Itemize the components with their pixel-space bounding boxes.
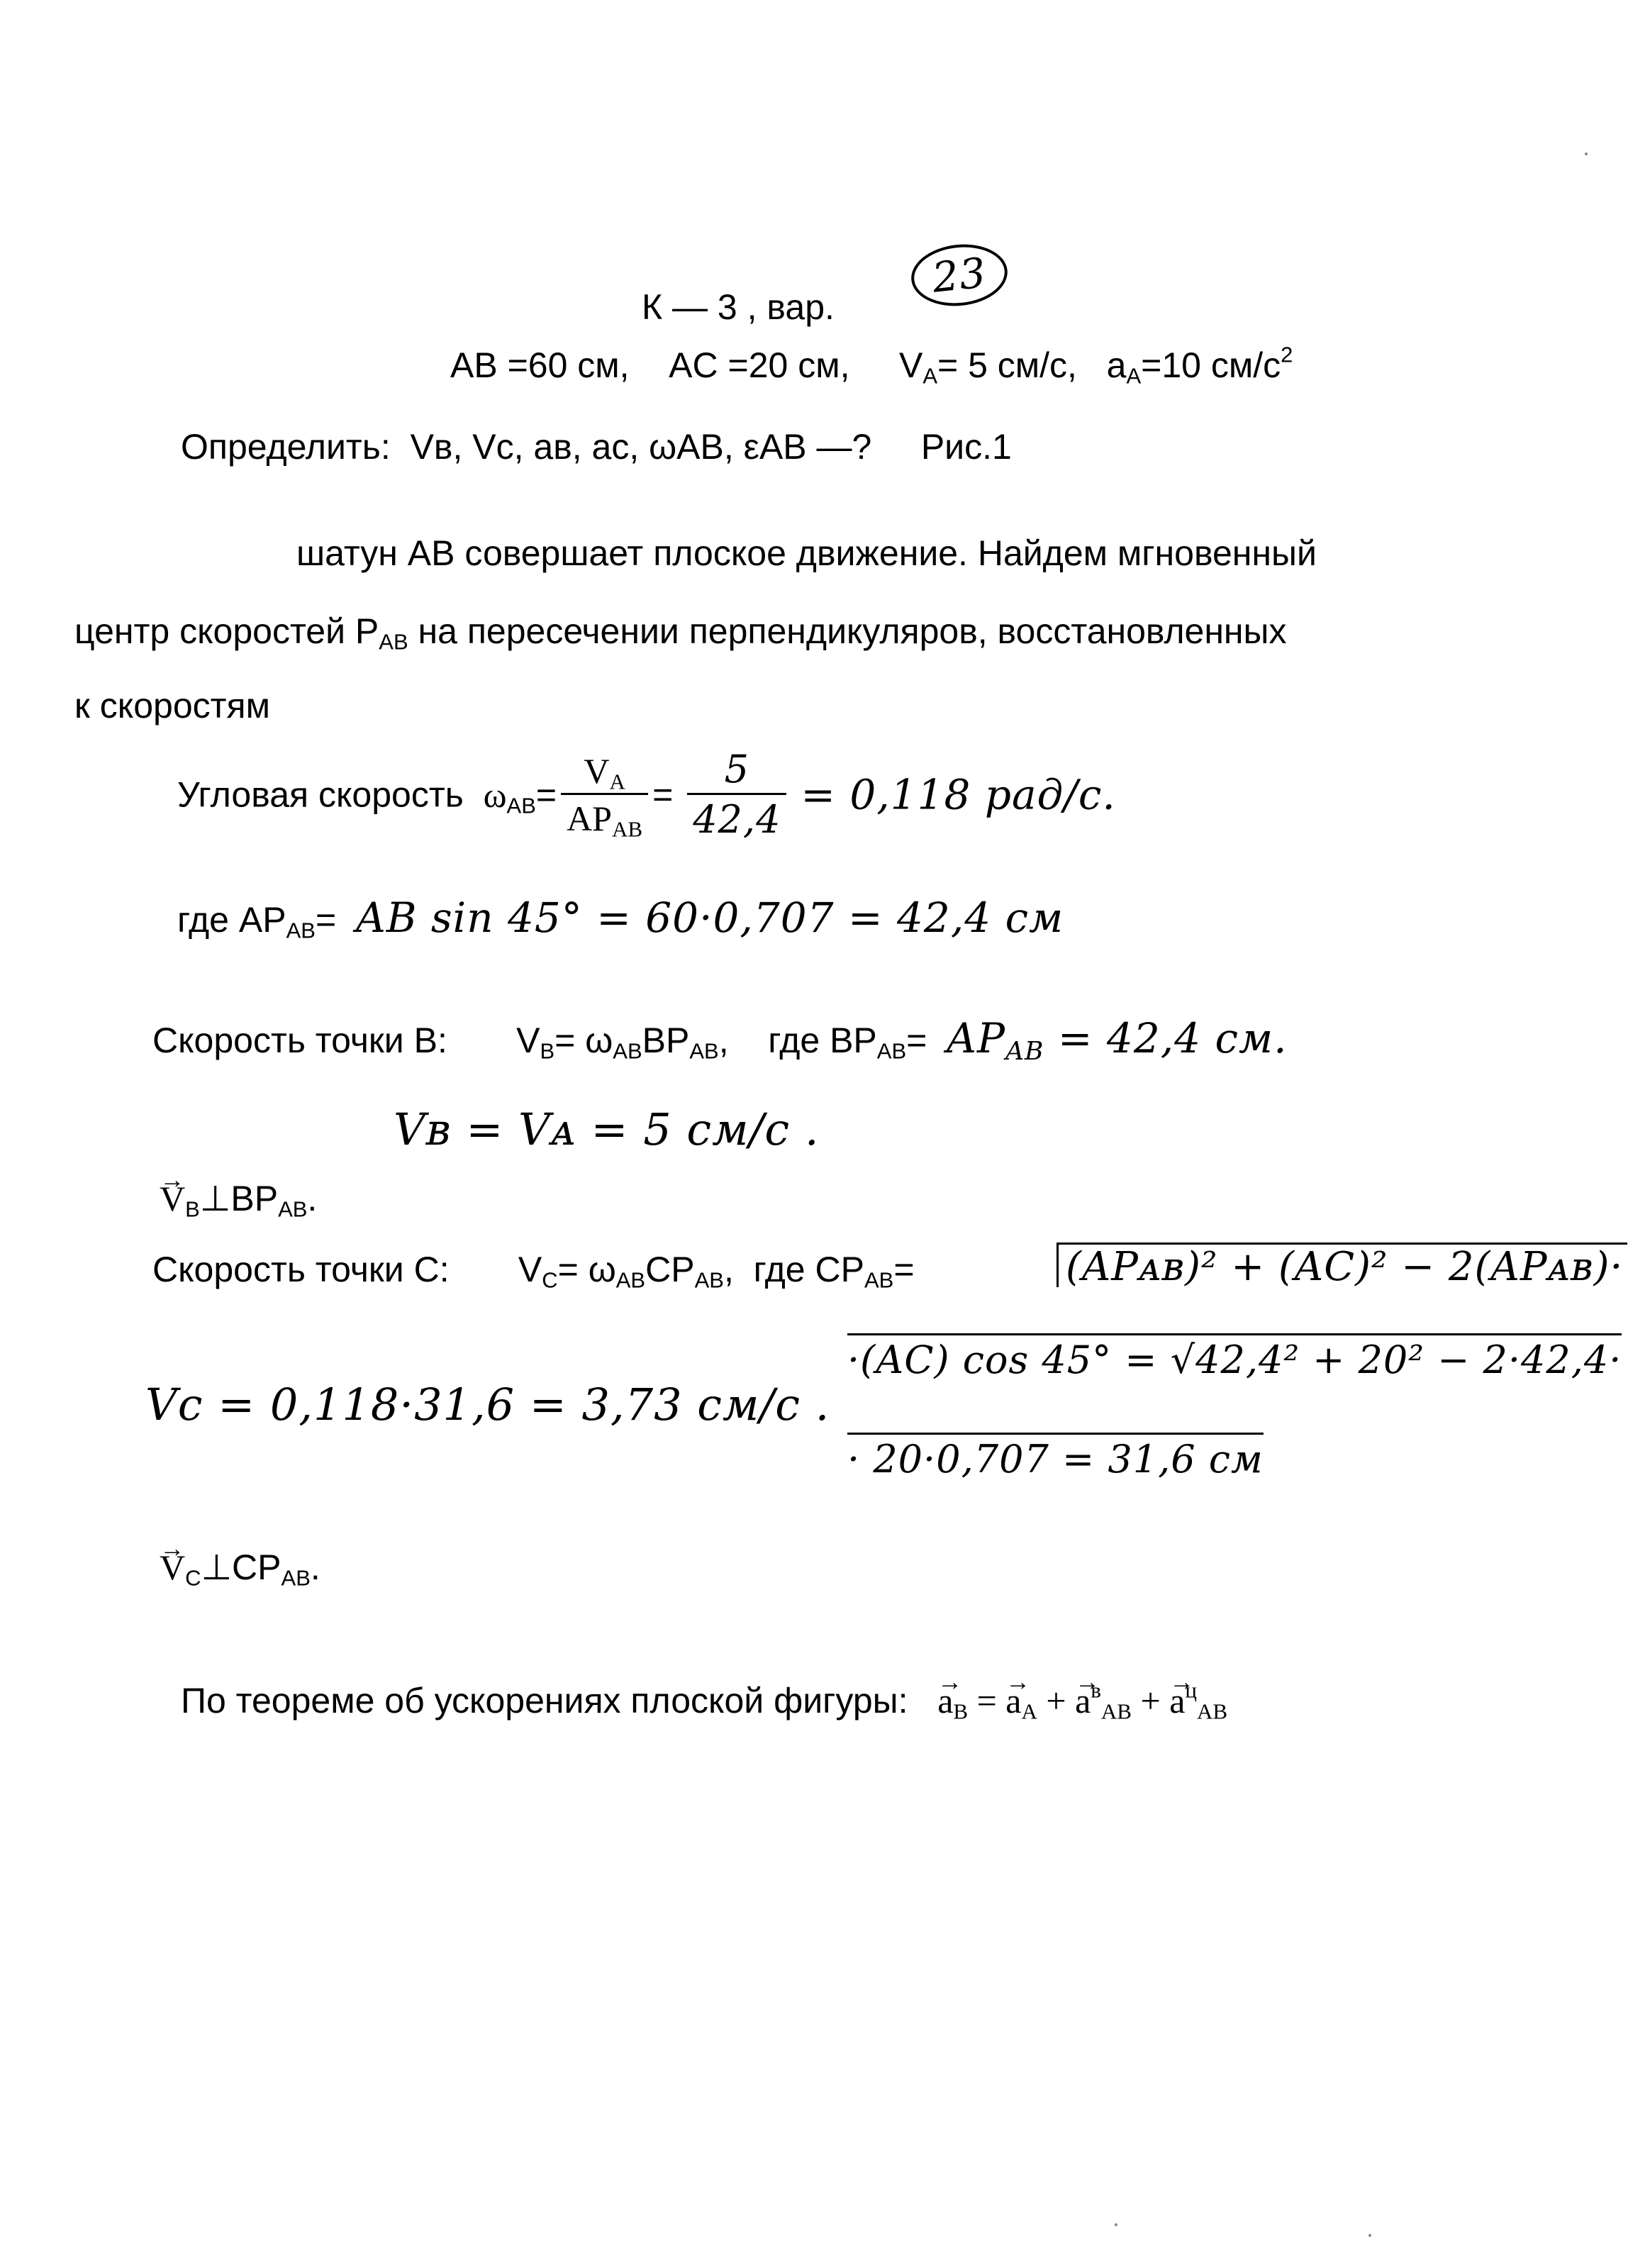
accel-formula: → $a_B$ = → $a_A$ + → $a^в_{AB}$ + → $a^ц_{AB}$ bbox=[937, 1681, 1227, 1721]
variant-circle bbox=[911, 245, 1008, 306]
given-va-symbol: V bbox=[898, 345, 923, 385]
find-items: Vʙ, Vc, aʙ, ac, ωAB, εAB —? bbox=[410, 427, 872, 467]
given-aa-sub: A bbox=[1126, 363, 1142, 389]
vc-hw-root-2: ·(AC) cos 45° = √42,4² + 20² − 2·42,4· bbox=[847, 1333, 1622, 1379]
intro-line-3: к скоростям bbox=[74, 686, 270, 726]
omega-symbol: ω bbox=[483, 774, 507, 815]
vc-label: Скорость точки C: bbox=[152, 1250, 450, 1289]
vb-label: Скорость точки B: bbox=[152, 1021, 447, 1060]
accel-line bbox=[181, 1677, 1228, 1724]
figure-ref: Рис.1 bbox=[920, 427, 1012, 467]
given-va-value: = 5 см/с, bbox=[937, 345, 1077, 385]
given-line bbox=[450, 342, 1293, 389]
vc-hw-root-3: · 20·0,707 = 31,6 см bbox=[847, 1433, 1264, 1479]
omega-hw-fraction: $\frac{5}{42,4}$ bbox=[687, 750, 786, 839]
intro-line-1: шатун AB совершает плоское движение. Найдем мгновенный bbox=[296, 533, 1317, 573]
vc-hw-result: Vc = 0,118·31,6 = 3,73 см/с . bbox=[145, 1379, 830, 1430]
task-title bbox=[642, 289, 835, 325]
scan-speck bbox=[1585, 152, 1588, 155]
vc-hw-root-1: (APᴀʙ)² + (AC)² − 2(APᴀʙ)· bbox=[1056, 1243, 1627, 1287]
ap-label: где AP bbox=[177, 900, 286, 940]
given-ac: AC =20 см, bbox=[669, 345, 850, 385]
given-aa-symbol: a bbox=[1106, 345, 1127, 385]
ap-line: где $AP_{AB}=$ AB sin 45° = 60·0,707 = 42,4 см bbox=[177, 894, 1064, 943]
scan-speck bbox=[1368, 2234, 1371, 2237]
given-aa-value: =10 см/с bbox=[1141, 345, 1281, 385]
given-va-sub: A bbox=[922, 363, 937, 389]
vc-perp: → $V_C\perp CP_{AB}$. bbox=[160, 1550, 320, 1585]
ap-hw-calc: AB sin 45° = 60·0,707 = 42,4 см bbox=[355, 894, 1064, 942]
vb-hw-result: Vʙ = Vᴀ = 5 см/с . bbox=[394, 1104, 820, 1155]
accel-label: По теореме об ускорениях плоской фигуры: bbox=[181, 1681, 908, 1721]
find-label: Определить: bbox=[181, 427, 391, 467]
given-aa-sup: 2 bbox=[1281, 342, 1293, 367]
omega-fraction: $\frac{V_A}{AP_{AB}}$ bbox=[561, 753, 648, 836]
omega-hw-result: = 0,118 рад/с. bbox=[801, 770, 1116, 819]
omega-line: Угловая скорость $\omega_{AB}=$ $\frac{V_A}{AP_{AB}}$ = $\frac{5}{42,4}$ = 0,118 рад/с. bbox=[177, 747, 1116, 842]
vb-perp: → $V_B\perp BP_{AB}$. bbox=[160, 1181, 317, 1216]
scan-speck bbox=[1115, 2223, 1117, 2226]
find-line bbox=[181, 429, 1012, 465]
task-label: К — 3 , вар. bbox=[642, 287, 835, 327]
intro-line-2: центр скоростей $P_{AB}$ на пересечении перпендикуляров, восстановленных bbox=[74, 611, 1287, 655]
given-ab: AB =60 см, bbox=[450, 345, 630, 385]
omega-label: Угловая скорость bbox=[177, 774, 464, 815]
variant-number: 23 bbox=[908, 240, 1010, 311]
vc-line: Скорость точки C: $V_C= \omega_{AB}CP_{AB}$, где $CP_{AB}=$ bbox=[152, 1250, 915, 1293]
vb-line: Скорость точки B: $V_B= \omega_{AB}BP_{AB}$, где $BP_{AB}= AP_{AB} = 42,4$ см. bbox=[152, 1014, 1288, 1067]
